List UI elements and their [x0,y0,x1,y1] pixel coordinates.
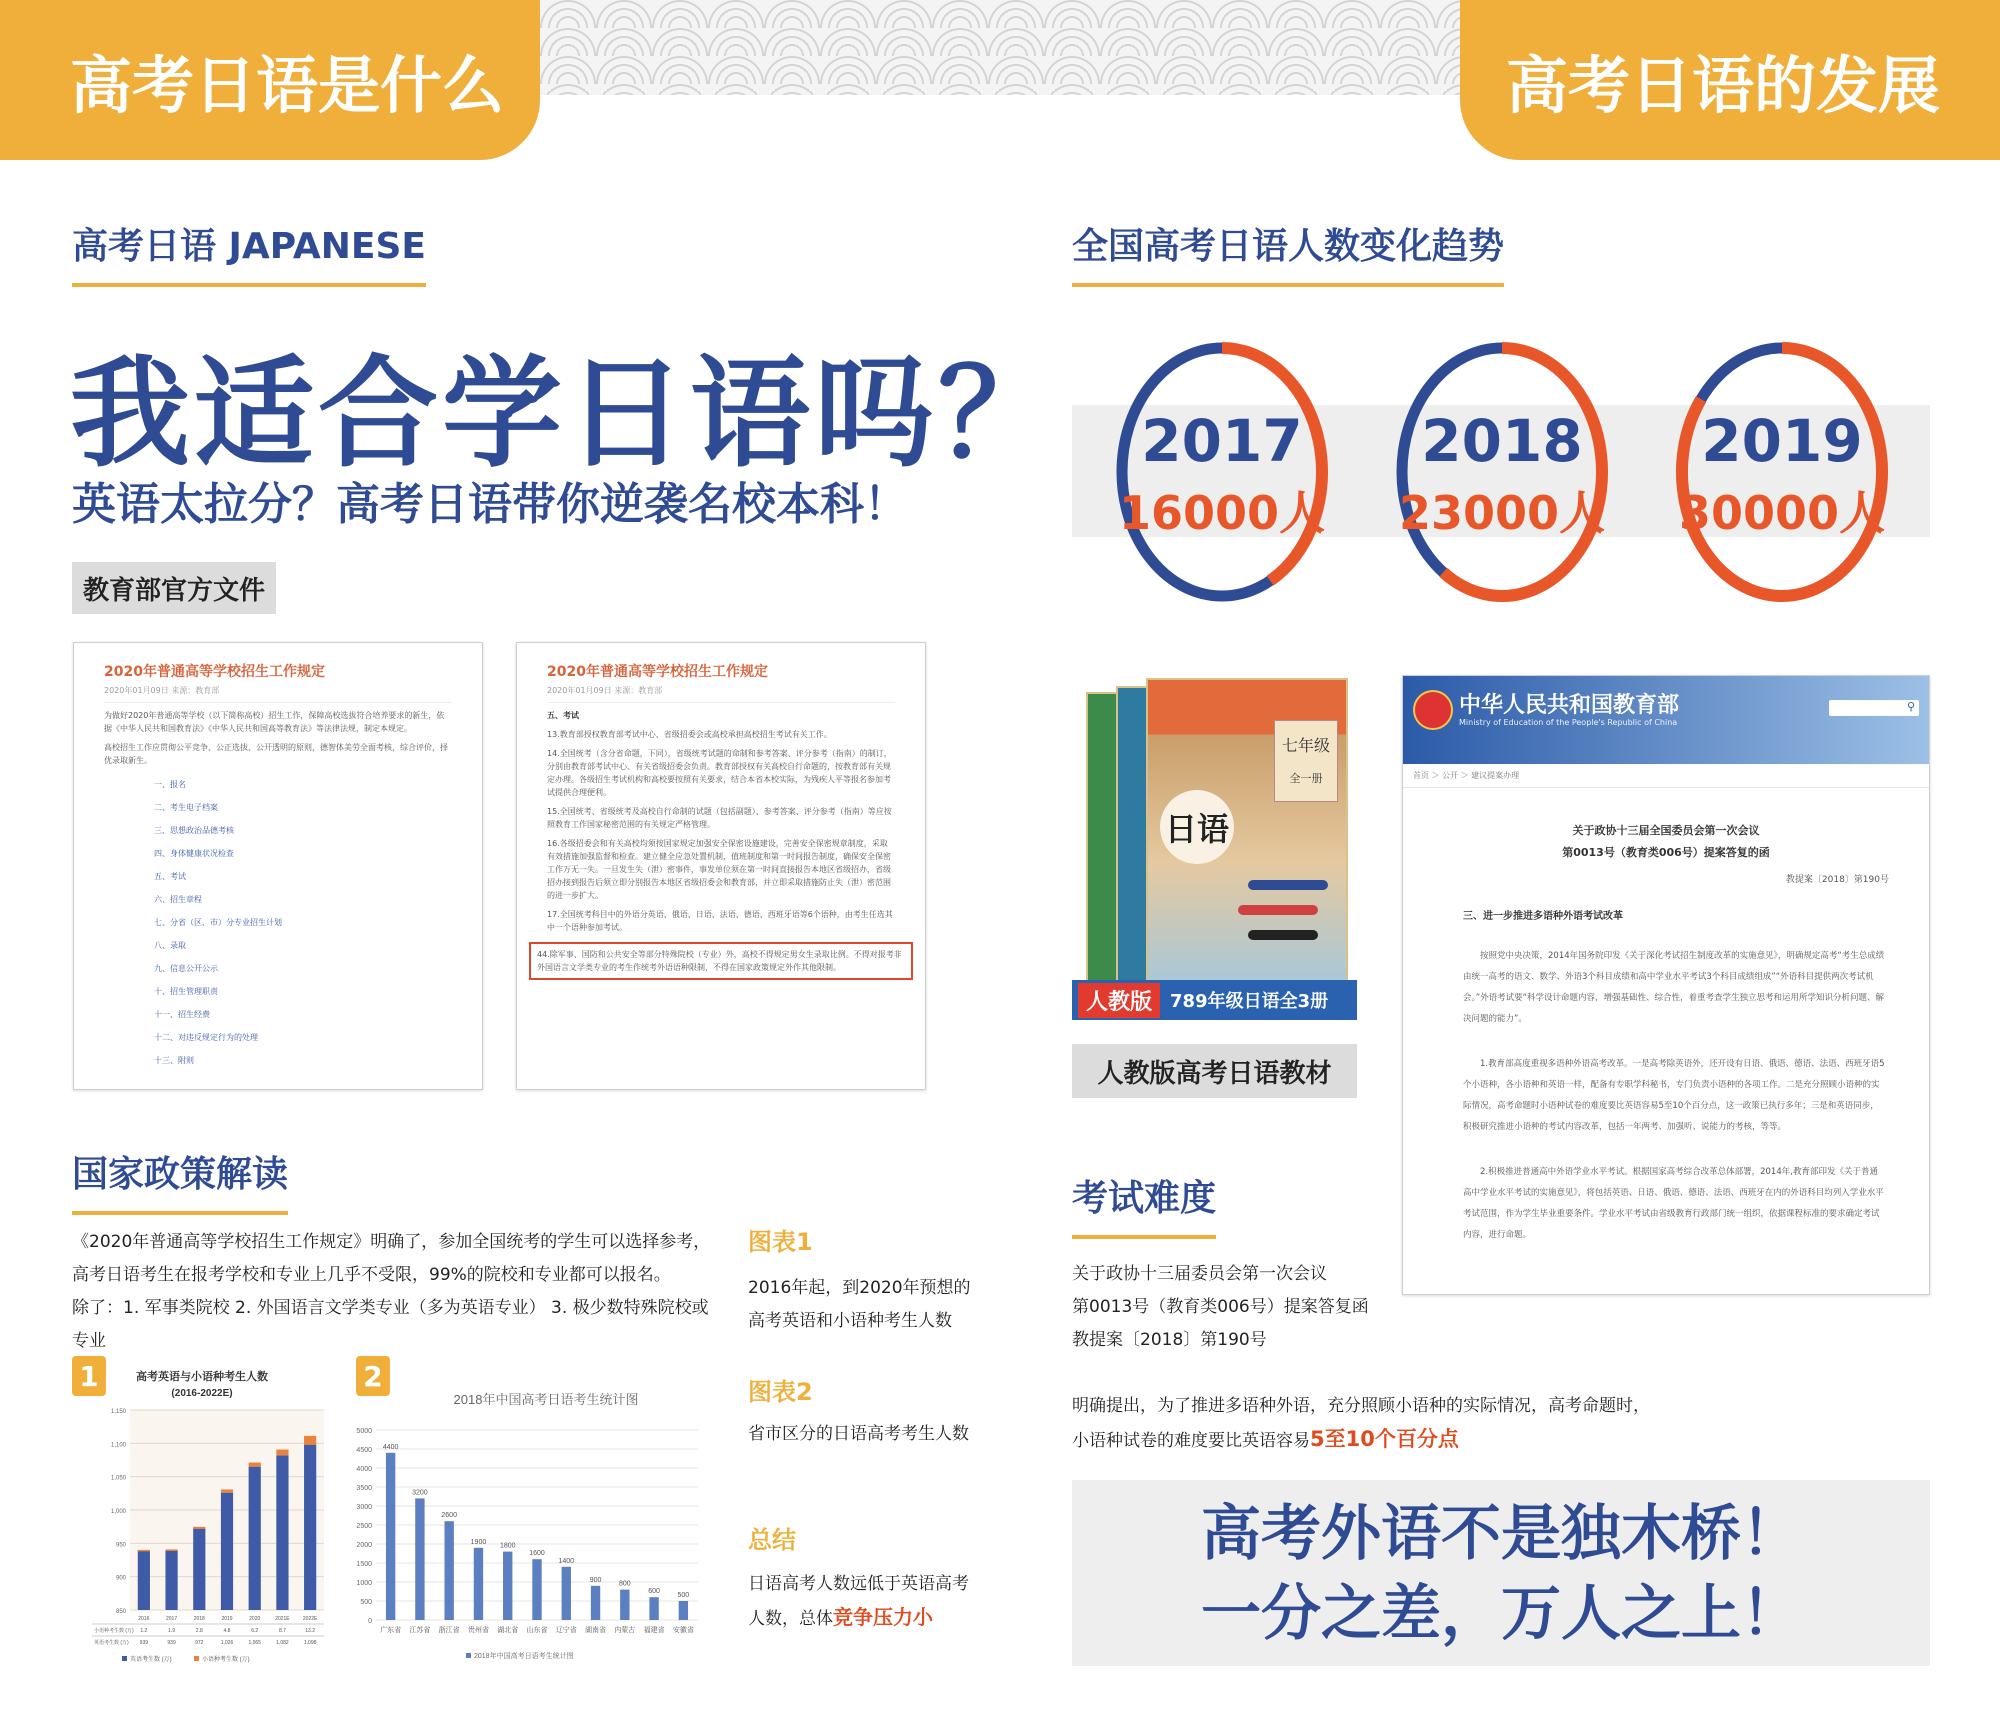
chart2-data-label: 3200 [412,1489,428,1497]
doc1-toc-item: 四、身体健康状况检查 [154,849,234,858]
doc2-para: 16.各级招委会和有关高校均须按国家规定加强安全保密设施建设，完善安全保密规章制度，采取有效措施加强监督和检查。建立健全应急处置机制，值班制度和第一时间报告制度，确保安全保密工作万无一失。一旦发生失（泄）密事件，事发单位须在第一时间直接报告本地区省级招办，省级招办接到报告后须立即分别报告本地区省级招委会和教育部，并立即采取措施防止失（泄）密范围的进一步扩大。 [547,839,891,900]
doc2-paras [547,728,895,934]
doc1-toc-item: 七、分省（区、市）分专业招生计划 [154,918,282,927]
chart1-ytick-label: 1,150 [110,1409,126,1415]
carp-streamer-1 [1248,880,1328,890]
chart1-bar-minor [165,1549,177,1551]
official-doc-1 [73,642,483,1090]
doc1-para2: 高校招生工作应贯彻公平竞争、公正选拔、公开透明的原则，德智体美劳全面考核，综合评价，择优录取新生。 [104,743,448,765]
moe-para-3: 2.积极推进普通高中外语学业水平考试。根据国家高考综合改革总体部署，2014年,教育部印发《关于普通高中学业水平考试的实施意见》，将包括英语、日语、俄语、德语、法语、西班牙在内的外语科目均列入学业水平考试范围，作为学生毕业重要条件。学业水平考试由省级教育行政部门统一组织，依据课程标准的要求确定考试内容，进行命题。 [1463,1167,1884,1240]
chart1-table-minor-value: 8.7 [278,1628,286,1634]
difficulty-line-1: 关于政协十三届委员会第一次会议 [1072,1264,1327,1284]
chart1-table-minor-value: 13.2 [305,1628,316,1634]
doc2-title: 2020年普通高等学校招生工作规定 [547,664,768,680]
difficulty-line-2: 第0013号（教育类006号）提案答复函 [1072,1297,1369,1317]
chart1-xtick-label: 2017 [166,1616,178,1622]
chart1-bar-english [304,1445,316,1610]
moe-breadcrumb: 首页 ＞ 公开 ＞ 建议提案办理 [1403,764,1929,788]
chart2-bar [591,1586,600,1620]
chart2-data-label: 1800 [499,1542,516,1550]
moe-title-1: 关于政协十三届全国委员会第一次会议 [1572,824,1760,837]
ring-count: 23000人 [1398,486,1606,540]
doc1-toc-item: 五、考试 [154,872,186,881]
chart1-xtick-label: 2016 [138,1616,150,1622]
chart1-table-minor-value: 6.2 [251,1628,259,1634]
ring-year: 2019 [1701,407,1863,475]
book-cover [1146,678,1348,986]
chart1-xtick-label: 2021E [275,1616,290,1622]
chart2-xtick-label: 江苏省 [409,1627,431,1634]
chart2-ytick-label: 3000 [356,1504,372,1511]
section-title-difficulty: 考试难度 [1072,1170,1216,1239]
moe-body [1463,946,1885,1246]
chart1-bar-minor [221,1489,233,1492]
hero-subtitle: 英语太拉分？高考日语带你逆袭名校本科！ [72,479,908,530]
chart1-xtick-label: 2022E [302,1616,318,1622]
moe-name-en: Ministry of Education of the People's Republic of China [1459,718,1678,727]
chart1-ytick-label: 1,050 [110,1475,126,1482]
chart2-bar [679,1601,688,1620]
chart2-ytick-label: 2500 [356,1523,372,1530]
official-doc-2 [516,642,926,1090]
chart2-data-label: 1400 [558,1557,575,1565]
chart2-xtick-label: 安徽省 [672,1627,694,1634]
chart2-ytick-label: 4000 [356,1466,372,1473]
chart1-table-label-minor: 小语种考生数 (万) [94,1628,134,1634]
chart1-table-english-value: 939 [139,1640,149,1646]
chart-english-vs-minor [92,1362,332,1672]
side-text-3a: 日语高考人数远低于英语高考 [748,1574,969,1594]
ring-count: 16000人 [1118,486,1326,540]
chart1-table-english-value: 1,026 [220,1640,234,1646]
chart1-bar-minor [304,1436,316,1445]
chart2-ytick-label: 0 [368,1618,372,1625]
chart1-subtitle: (2016-2022E) [171,1388,233,1399]
carp-streamer-3 [1248,930,1318,940]
chart2-ytick-label: 2000 [356,1542,372,1549]
side-text-2: 省市区分的日语高考考生人数 [748,1424,969,1444]
chart2-title: 2018年中国高考日语考生统计图 [453,1392,639,1407]
policy-line-3: 除了：1. 军事类院校 2. 外国语言文学类专业（多为英语专业） 3. 极少数特殊院校或专业 [72,1298,709,1351]
side-heading-1: 图表1 [748,1228,813,1256]
chart1-bar-english [249,1467,261,1610]
book-grade: 七年级 [1281,736,1330,755]
chart1-xtick-label: 2020 [249,1616,261,1622]
chart2-bar [415,1498,424,1620]
chart2-xtick-label: 山东省 [526,1627,548,1634]
doc2-heading: 五、考试 [547,711,579,720]
chart2-ytick-label: 4500 [356,1447,372,1454]
chart2-data-label: 1900 [470,1538,487,1546]
chart1-bar-english [193,1529,205,1610]
chart1-table-minor-value: 1.9 [168,1628,176,1634]
chart1-bar-minor [276,1450,288,1456]
chart2-data-label: 600 [648,1588,660,1596]
chart2-legend-swatch [466,1653,471,1658]
chart-japanese-by-province [346,1380,702,1680]
book-title: 日语 [1160,790,1234,864]
moe-header [1403,676,1929,764]
chart1-ytick-label: 1,000 [110,1509,126,1515]
doc1-para1: 为做好2020年普通高等学校（以下简称高校）招生工作，保障高校选拔符合培养要求的新生，依据《中华人民共和国教育法》《中华人民共和国高等教育法》等法律法规，制定本规定。 [104,711,445,733]
section-title-japanese: 高考日语 JAPANESE [72,218,426,287]
chart2-bar [562,1567,571,1620]
chart1-bar-english [276,1455,288,1610]
book-banner [1072,980,1357,1020]
doc1-toc-item: 十二、对违反规定行为的处理 [154,1033,258,1042]
chart2-data-label: 800 [618,1580,631,1588]
chart1-table-english-value: 1,065 [248,1640,261,1646]
slogan-line-2: 一分之差，万人之上！ [1201,1579,1801,1649]
chart2-ytick-label: 1000 [356,1580,372,1587]
banner-left [0,0,540,160]
chart2-bar [503,1552,512,1620]
doc1-toc-item: 九、信息公开公示 [154,964,218,973]
chart1-ytick-label: 1,100 [110,1442,126,1449]
chart2-ytick-label: 5000 [356,1428,372,1435]
year-ring [1112,337,1332,607]
side-text-3b-pre: 人数，总体 [748,1609,833,1629]
chart2-xtick-label: 浙江省 [438,1627,460,1634]
side-heading-2: 图表2 [748,1378,813,1406]
moe-para-2: 1.教育部高度重视多语种外语高考改革。一是高考除英语外，还开设有日语、俄语、德语、法语、西班牙语5个小语种，各小语种和英语一样，配备有专职学科秘书，专门负责小语种的各项工作。二是充分照顾小语种的实际情况，高考命题时小语种试卷的难度要比英语容易5至10个百分点，这一政策已执行多年；三是和英语同步，积极研究推进小语种的考试内容改革，包括一年两考、加强听、说能力的考核，等等。 [1463,1059,1885,1132]
chart1-legend-swatch-minor [194,1656,199,1661]
chart2-xtick-label: 贵州省 [467,1627,489,1634]
chart2-xtick-label: 内蒙古 [614,1627,636,1634]
chart1-table-english-value: 939 [167,1640,176,1646]
side-text-3 [748,1568,969,1636]
search-icon[interactable]: ⚲ [1906,700,1915,713]
chart2-bar [620,1590,629,1620]
doc2-para: 14.全国统考（含分省命题，下同），省级统考试题的命制和参考答案、评分参考（指南）的制订，分别由教育部考试中心、有关省级招委会负责。教育部授权有关高校自行命题的，按教育部有关规定办理。各级招生考试机构和高校要按照有关要求，结合本省本校实际，为残疾人平等报名参加考试提供合理便利。 [547,749,892,797]
ring-year: 2018 [1421,407,1583,475]
chart1-table-minor-value: 2.8 [195,1628,203,1634]
chart1-table-english-value: 1,098 [303,1640,317,1646]
chart1-bar-english [138,1551,150,1610]
chart2-bar [386,1453,395,1620]
doc1-toc [104,773,452,1072]
chart1-table-minor-value: 1.2 [140,1628,148,1634]
doc2-highlight: 44.除军事、国防和公共安全等部分特殊院校（专业）外，高校不得规定男女生录取比例。不得对报考非外国语言文学类专业的考生作统考外语语种限制，不得在国家政策规定外作其他限制。 [537,950,902,972]
side-text-1a: 2016年起，到2020年预想的 [748,1278,971,1298]
textbook-image [1072,672,1357,1017]
chart1-table-minor-value: 4.8 [223,1628,231,1634]
chart1-bar-english [221,1493,233,1610]
chart2-data-label: 900 [589,1576,602,1584]
textbook-tag: 人教版高考日语教材 [1072,1044,1357,1098]
chart1-bar-english [165,1551,177,1610]
section-title-policy: 国家政策解读 [72,1146,288,1215]
doc1-meta: 2020年01月09日 来源：教育部 [104,685,452,703]
doc1-toc-item: 十、招生管理职责 [154,987,218,996]
chart1-xtick-label: 2018 [193,1616,205,1622]
chart1-legend-english: 英语考生数 (万) [130,1657,172,1663]
chart1-table-label-english: 英语考生数 (万) [94,1640,129,1646]
doc2-meta: 2020年01月09日 来源：教育部 [547,685,895,703]
section-title-trend: 全国高考日语人数变化趋势 [1072,218,1504,287]
book-volume: 全一册 [1289,772,1323,785]
doc1-toc-item: 六、招生章程 [154,895,202,904]
chart2-data-label: 4400 [382,1443,399,1451]
slogan-line-1: 高考外语不是独木桥！ [1201,1499,1801,1569]
hero-title: 我适合学日语吗？ [70,345,1062,484]
moe-title-2: 第0013号（教育类006号）提案答复的函 [1562,846,1770,859]
chart2-bar [532,1559,541,1620]
book-caption: 789年级日语全3册 [1170,991,1329,1012]
year-ring [1392,337,1612,607]
chart2-data-label: 1600 [529,1550,545,1558]
moe-search-input[interactable] [1829,700,1919,716]
chart2-xtick-label: 广东省 [380,1627,402,1634]
chart1-bar-minor [249,1463,261,1467]
side-heading-3: 总结 [748,1526,796,1554]
difficulty-line-3: 教提案〔2018〕第190号 [1072,1330,1267,1350]
policy-line-1: 《2020年普通高等学校招生工作规定》明确了，参加全国统考的学生可以选择参考， [72,1232,711,1252]
docs-tag: 教育部官方文件 [72,562,276,614]
year-ring [1672,337,1892,607]
chart2-data-label: 2600 [441,1512,457,1520]
doc1-toc-item: 十一、招生经费 [154,1010,210,1019]
chart2-ytick-label: 500 [360,1599,372,1606]
moe-section: 三、进一步推进多语种外语考试改革 [1463,911,1623,922]
chart1-ytick-label: 900 [115,1575,126,1582]
ring-count: 30000人 [1678,486,1886,540]
chart-badge-1: 1 [72,1356,106,1396]
chart2-bar [444,1521,453,1620]
chart1-table-english-value: 1,082 [276,1640,289,1646]
chart1-xtick-label: 2019 [221,1616,233,1622]
chart1-legend-minor: 小语种考生数 (万) [202,1657,250,1663]
chart1-bar-minor [138,1550,150,1552]
chart1-bar-minor [193,1527,205,1529]
side-text-3b-red: 竞争压力小 [833,1605,933,1629]
banner-left-title: 高考日语是什么 [70,48,505,122]
banner-right-title: 高考日语的发展 [1505,48,1940,122]
doc1-toc-item: 一、报名 [154,780,186,789]
chart2-xtick-label: 福建省 [643,1627,665,1634]
carp-streamer-2 [1238,905,1318,915]
doc1-toc-item: 二、考生电子档案 [154,803,218,812]
chart2-xtick-label: 辽宁省 [555,1627,577,1634]
chart2-ytick-label: 3500 [356,1485,372,1492]
moe-document [1402,675,1930,1295]
chart1-ytick-label: 850 [115,1609,126,1615]
banner-right [1460,0,2000,160]
moe-para-1: 按照党中央决策，2014年国务院印发《关于深化考试招生制度改革的实施意见》，明确规定高考“考生总成绩由统一高考的语文、数学、外语3个科目成绩和高中学业水平考试3个科目成绩组成”“外语科目提供两次考试机会。”外语考试要“科学设计命题内容，增强基础性、综合性，着重考查学生独立思考和运用所学知识分析问题、解决问题的能力”。 [1463,951,1885,1024]
chart1-ytick-label: 950 [115,1542,126,1549]
note-line-2-pre: 小语种试卷的难度要比英语容易 [1072,1431,1310,1451]
note-line-1: 明确提出，为了推进多语种外语，充分照顾小语种的实际情况，高考命题时， [1072,1396,1650,1416]
chart2-xtick-label: 湖南省 [585,1627,607,1634]
doc1-toc-item: 八、录取 [154,941,186,950]
ring-year: 2017 [1141,407,1303,475]
doc2-para: 13.教育部授权教育部考试中心、省级招委会或高校承担高校招生考试有关工作。 [547,730,832,739]
side-text-1 [748,1272,971,1338]
chart-badge-2: 2 [356,1356,390,1396]
doc1-toc-item: 十三、附则 [154,1056,194,1065]
doc1-title: 2020年普通高等学校招生工作规定 [104,664,325,680]
policy-line-2: 高考日语考生在报考学校和专业上几乎不受限，99%的院校和专业都可以报名。 [72,1265,671,1285]
doc2-para: 17.全国统考科目中的外语分英语、俄语、日语、法语、德语、西班牙语等6个语种，由考生任选其中一个语种参加考试。 [547,910,893,932]
policy-text [72,1226,712,1358]
chart1-title: 高考英语与小语种考生人数 [136,1371,268,1383]
moe-name-cn: 中华人民共和国教育部 [1459,693,1680,718]
doc1-toc-item: 三、思想政治品德考核 [154,826,234,835]
chart1-table-english-value: 972 [195,1640,204,1646]
book-grade-box [1274,720,1338,802]
chart2-bar [649,1597,658,1620]
slogan-box [1072,1480,1930,1666]
side-text-1b: 高考英语和小语种考生人数 [748,1311,952,1331]
chart2-ytick-label: 1500 [356,1561,372,1568]
chart2-legend: 2018年中国高考日语考生统计图 [474,1653,574,1660]
moe-emblem-icon [1413,690,1453,730]
header-pattern [540,0,1460,95]
chart2-data-label: 500 [677,1592,690,1599]
doc2-para: 15.全国统考、省级统考及高校自行命制的试题（包括副题）、参考答案、评分参考（指南）等应按照教育工作国家秘密范围的有关规定严格管理。 [547,807,892,829]
note-line-2-red: 5至10个百分点 [1310,1427,1459,1451]
book-edition: 人教版 [1078,983,1160,1018]
difficulty-note [1072,1390,1650,1458]
difficulty-text [1072,1258,1369,1357]
doc2-highlight-box [529,942,913,980]
chart2-bar [474,1548,483,1620]
chart1-legend-swatch-english [122,1656,127,1661]
moe-ref: 教提案〔2018〕第190号 [1785,875,1889,885]
chart2-xtick-label: 湖北省 [497,1627,519,1634]
